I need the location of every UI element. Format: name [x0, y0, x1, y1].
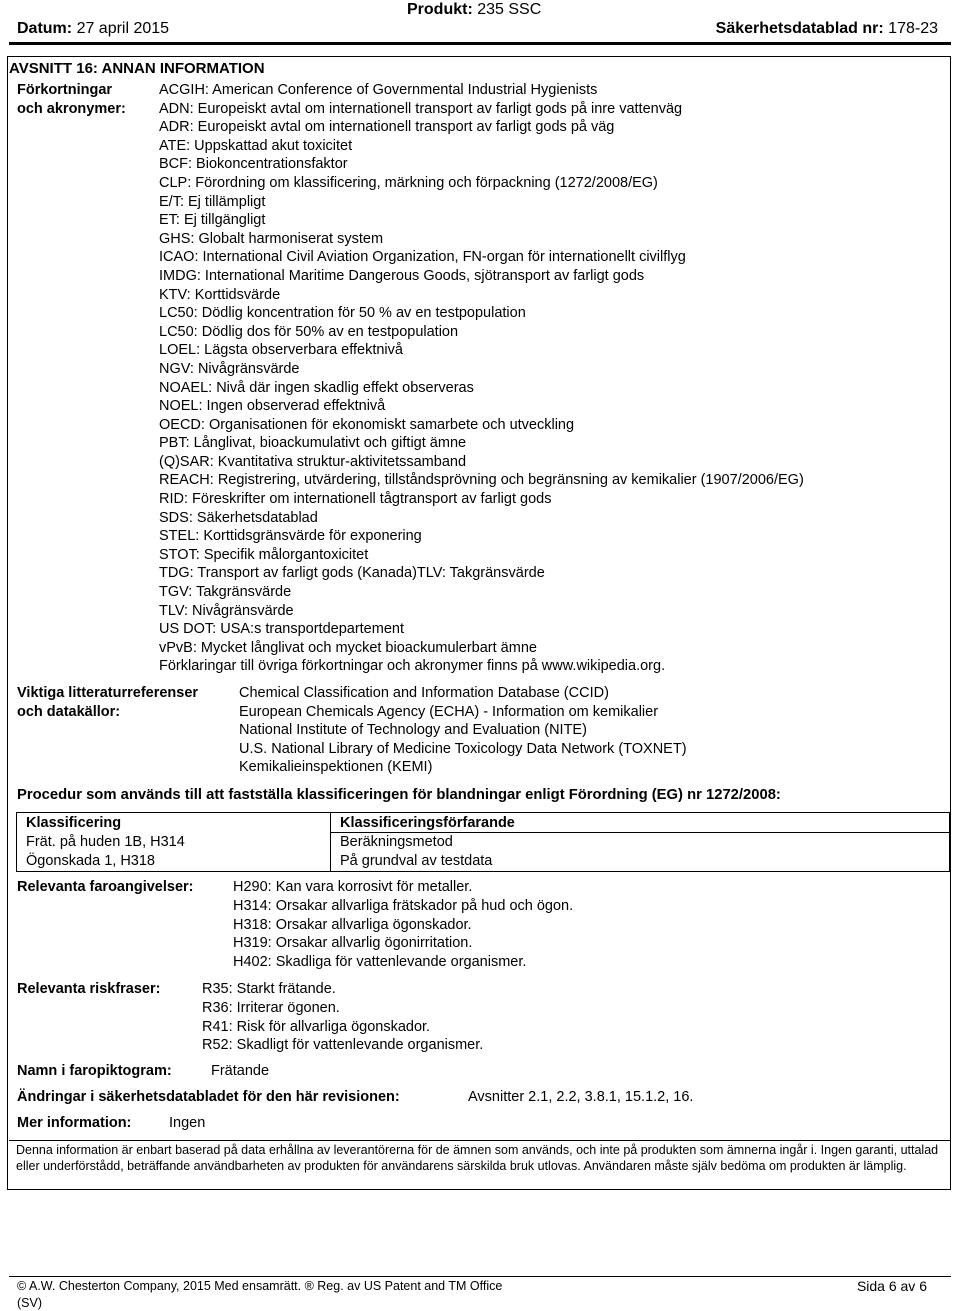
table-column-divider — [330, 813, 331, 871]
list-item: (Q)SAR: Kvantitativa struktur-aktivitetssamband — [159, 453, 467, 470]
page-header — [0, 0, 960, 44]
list-item: LC50: Dödlig koncentration för 50 % av en testpopulation — [159, 305, 526, 322]
list-item: ADR: Europeiskt avtal om internationell transport av farligt gods på väg — [159, 119, 615, 136]
list-item: R35: Starkt frätande. — [202, 981, 336, 997]
list-item: Chemical Classification and Information Database (CCID) — [239, 685, 609, 701]
list-item: R52: Skadligt för vattenlevande organismer. — [202, 1037, 484, 1054]
footer-language: (SV) — [17, 1296, 42, 1310]
list-item: RID: Föreskrifter om internationell tågtransport av farligt gods — [159, 491, 552, 508]
list-item: BCF: Biokoncentrationsfaktor — [159, 156, 348, 173]
header-sds-number — [716, 20, 938, 38]
abbreviation-list — [159, 81, 804, 676]
date-label: Datum: — [17, 20, 73, 37]
list-item: vPvB: Mycket långlivat och mycket bioackumulerbart ämne — [159, 639, 537, 656]
list-item: H290: Kan vara korrosivt för metaller. — [233, 879, 473, 895]
list-item: SDS: Säkerhetsdatablad — [159, 509, 318, 526]
list-item: OECD: Organisationen för ekonomiskt samarbete och utveckling — [159, 416, 575, 433]
list-item: NGV: Nivågränsvärde — [159, 360, 300, 377]
abbr-label-line2: och akronymer: — [17, 101, 126, 117]
disclaimer-text: Denna information är enbart baserad på data erhållna av leverantörerna för de ämnen som används, och inte på produkten som ämnerna ingår i. Ingen garanti, uttalad eller underförstådd, beträffande användbarheten av produkten för användarens särskilda bruk utlovas. Användaren måste själv bedöma om produkten är lämplig. — [16, 1143, 939, 1174]
risk-phrases-list — [202, 980, 483, 1055]
list-item: U.S. National Library of Medicine Toxicology Data Network (TOXNET) — [239, 740, 687, 757]
list-item: ICAO: International Civil Aviation Organization, FN-organ för internationellt civilflyg — [159, 249, 686, 266]
header-rule — [9, 42, 951, 45]
list-item: ACGIH: American Conference of Governmental Industrial Hygienists — [159, 82, 598, 98]
footer-copyright: © A.W. Chesterton Company, 2015 Med ensamrätt. ® Reg. av US Patent and TM Office — [17, 1279, 503, 1293]
changes-label: Ändringar i säkerhetsdatabladet för den här revisionen: — [17, 1089, 400, 1105]
procedure-heading: Procedur som används till att fastställa klassificeringen för blandningar enligt Förordning (EG) nr 1272/2008: — [17, 787, 781, 803]
changes-value: Avsnitter 2.1, 2.2, 3.8.1, 15.1.2, 16. — [468, 1089, 694, 1105]
more-info-label: Mer information: — [17, 1115, 132, 1131]
refs-label-line2: och datakällor: — [17, 704, 121, 720]
list-item: TGV: Takgränsvärde — [159, 584, 292, 601]
list-item: CLP: Förordning om klassificering, märkning och förpackning (1272/2008/EG) — [159, 174, 658, 191]
list-item: GHS: Globalt harmoniserat system — [159, 230, 384, 247]
footer-page-number: Sida 6 av 6 — [856, 1278, 927, 1294]
table-header-classification: Klassificering — [26, 815, 122, 831]
list-item: H314: Orsakar allvarliga frätskador på hud och ögon. — [233, 897, 574, 914]
list-item: REACH: Registrering, utvärdering, tillståndsprövning och begränsning av kemikalier (1907/2006/EG) — [159, 472, 804, 489]
sds-value: 178-23 — [888, 20, 938, 37]
list-item: NOEL: Ingen observerad effektnivå — [159, 398, 386, 415]
references-list — [239, 684, 687, 777]
list-item: IMDG: International Maritime Dangerous Goods, sjötransport av farligt gods — [159, 267, 645, 284]
table-cell-procedure: På grundval av testdata — [340, 853, 493, 869]
list-item: KTV: Korttidsvärde — [159, 286, 281, 303]
list-item: STOT: Specifik målorgantoxicitet — [159, 546, 369, 563]
list-item: National Institute of Technology and Evaluation (NITE) — [239, 722, 587, 739]
list-item: ADN: Europeiskt avtal om internationell transport av farligt gods på inre vattenväg — [159, 100, 683, 117]
table-cell-classification: Ögonskada 1, H318 — [26, 853, 155, 869]
risk-phrases-label: Relevanta riskfraser: — [17, 981, 161, 997]
date-value: 27 april 2015 — [76, 20, 170, 37]
list-item: STEL: Korttidsgränsvärde för exponering — [159, 528, 422, 545]
list-item: TLV: Nivågränsvärde — [159, 602, 294, 619]
hazard-statements-list — [233, 878, 573, 972]
product-label: Produkt: — [407, 1, 473, 18]
classification-table — [16, 812, 950, 872]
header-date — [17, 20, 169, 38]
list-item: NOAEL: Nivå där ingen skadlig effekt observeras — [159, 379, 474, 396]
list-item: H318: Orsakar allvarliga ögonskador. — [233, 916, 472, 933]
list-item: E/T: Ej tillämpligt — [159, 193, 266, 210]
sds-label: Säkerhetsdatablad nr: — [715, 20, 884, 37]
list-item: PBT: Långlivat, bioackumulativt och giftigt ämne — [159, 435, 467, 452]
more-info-value: Ingen — [169, 1115, 206, 1131]
section-title: AVSNITT 16: ANNAN INFORMATION — [9, 60, 265, 77]
list-item: TDG: Transport av farligt gods (Kanada)TLV: Takgränsvärde — [159, 565, 545, 582]
hazard-statements-label: Relevanta faroangivelser: — [17, 879, 194, 895]
footer-rule — [9, 1276, 951, 1277]
list-item: ATE: Uppskattad akut toxicitet — [159, 137, 353, 154]
pictogram-value: Frätande — [211, 1063, 270, 1079]
list-item: Kemikalieinspektionen (KEMI) — [239, 759, 433, 776]
header-product — [407, 1, 541, 19]
list-item: Förklaringar till övriga förkortningar och akronymer finns på www.wikipedia.org. — [159, 658, 666, 675]
list-item: US DOT: USA:s transportdepartement — [159, 621, 404, 638]
pictogram-label: Namn i faropiktogram: — [17, 1063, 172, 1079]
abbr-label-line1: Förkortningar — [17, 82, 113, 98]
list-item: LC50: Dödlig dos för 50% av en testpopulation — [159, 323, 459, 340]
list-item: R41: Risk för allvarliga ögonskador. — [202, 1018, 431, 1035]
product-value: 235 SSC — [477, 1, 542, 18]
table-cell-classification: Frät. på huden 1B, H314 — [26, 834, 185, 850]
list-item: R36: Irriterar ögonen. — [202, 999, 340, 1016]
table-cell-procedure: Beräkningsmetod — [340, 834, 453, 850]
table-header-procedure: Klassificeringsförfarande — [340, 815, 515, 831]
list-item: ET: Ej tillgängligt — [159, 212, 266, 229]
list-item: H319: Orsakar allvarlig ögonirritation. — [233, 935, 473, 952]
list-item: European Chemicals Agency (ECHA) - Information om kemikalier — [239, 703, 659, 720]
disclaimer-separator — [9, 1140, 951, 1141]
list-item: LOEL: Lägsta observerbara effektnivå — [159, 342, 403, 359]
refs-label-line1: Viktiga litteraturreferenser — [17, 685, 199, 701]
list-item: H402: Skadliga för vattenlevande organismer. — [233, 954, 527, 971]
